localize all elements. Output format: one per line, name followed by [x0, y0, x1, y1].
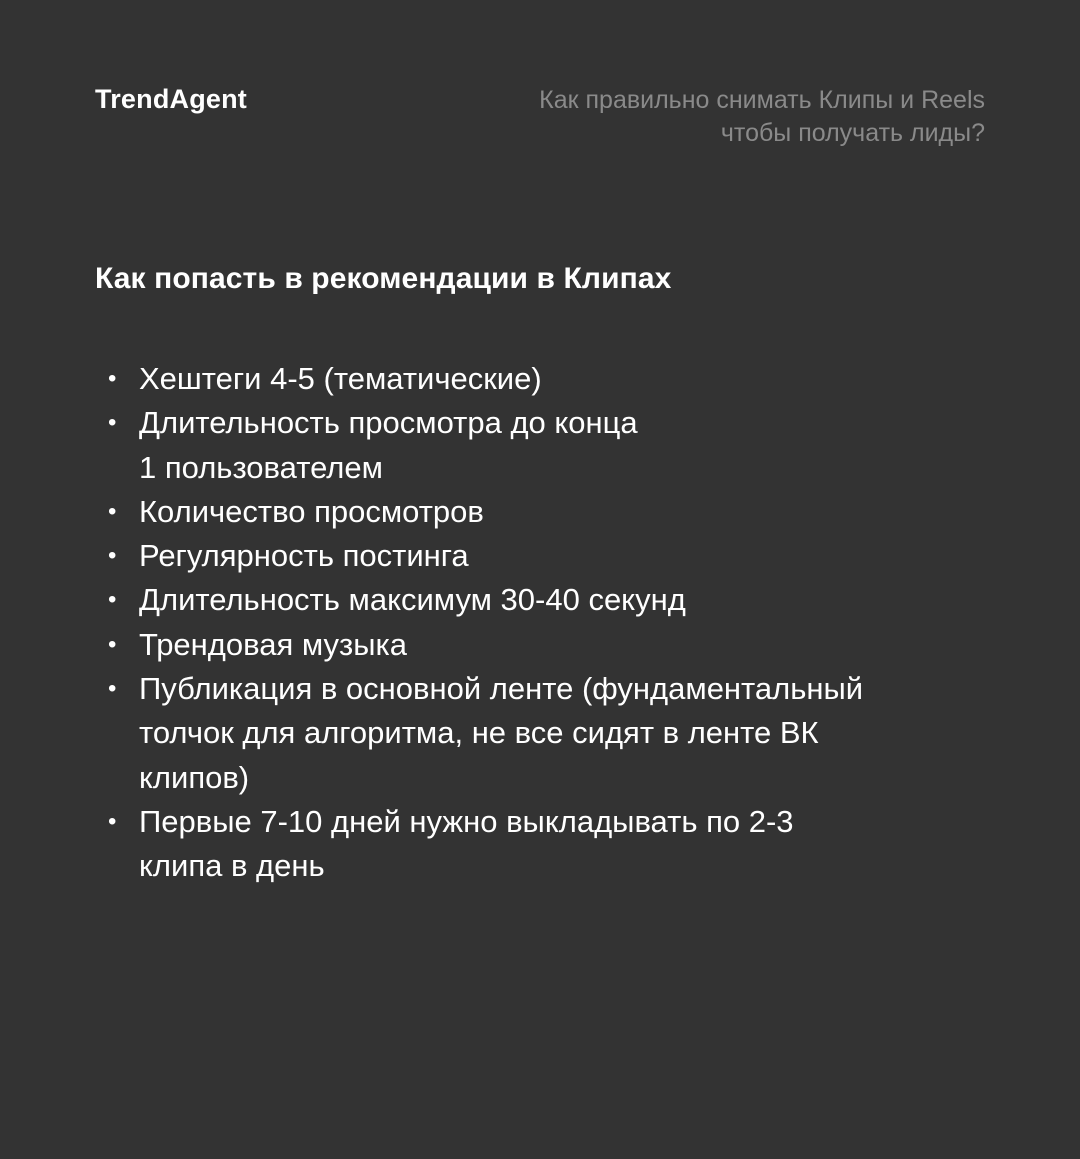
- bullet-text-line: толчок для алгоритма, не все сидят в ленте ВК: [139, 715, 819, 751]
- bullet-text: [139, 667, 988, 800]
- bullet-item: [108, 401, 988, 490]
- bullet-text-line: клипов): [139, 759, 250, 795]
- topic-line: Как правильно снимать Клипы и Reels: [539, 86, 985, 114]
- bullet-dot-icon: •: [108, 675, 117, 703]
- bullet-text: [139, 357, 988, 401]
- bullet-dot-icon: •: [108, 586, 117, 614]
- bullet-text-line: Регулярность постинга: [139, 538, 469, 574]
- bullet-text-line: Хештеги 4-5 (тематические): [139, 361, 542, 396]
- bullet-text: [139, 578, 988, 622]
- bullet-text-line: Длительность максимум 30-40 секунд: [139, 582, 686, 618]
- topic-title: [365, 84, 985, 150]
- bullet-item: [108, 490, 988, 534]
- bullet-dot-icon: •: [108, 630, 117, 658]
- bullet-dot-icon: •: [108, 542, 117, 570]
- bullet-text-line: Трендовая музыка: [139, 626, 408, 662]
- bullet-text: [139, 623, 988, 667]
- bullet-item: [108, 357, 988, 401]
- bullet-item: [108, 578, 988, 622]
- bullet-dot-icon: •: [108, 807, 117, 835]
- bullet-text-line: клипа в день: [139, 848, 325, 884]
- bullet-text-line: 1 пользователем: [139, 449, 383, 485]
- topic-line: чтобы получать лиды?: [720, 119, 985, 147]
- bullet-dot-icon: •: [108, 409, 117, 437]
- bullet-text: [139, 490, 988, 534]
- bullet-text-line: Первые 7-10 дней нужно выкладывать по 2-3: [139, 803, 794, 839]
- bullet-item: [108, 667, 988, 800]
- bullet-text-line: Публикация в основной ленте (фундаментальный: [139, 671, 864, 707]
- section-heading: Как попасть в рекомендации в Клипах: [95, 262, 672, 295]
- bullet-text: [139, 800, 988, 889]
- bullet-text-line: Количество просмотров: [139, 493, 484, 529]
- bullet-item: [108, 800, 988, 889]
- bullet-text: [139, 401, 988, 490]
- bullet-text-line: Длительность просмотра до конца: [139, 405, 638, 441]
- bullet-list: [108, 357, 988, 889]
- brand-logo-text: TrendAgent: [95, 84, 248, 114]
- bullet-item: [108, 623, 988, 667]
- bullet-text: [139, 534, 988, 578]
- bullet-item: [108, 534, 988, 578]
- bullet-dot-icon: •: [108, 497, 117, 525]
- bullet-dot-icon: •: [108, 365, 117, 392]
